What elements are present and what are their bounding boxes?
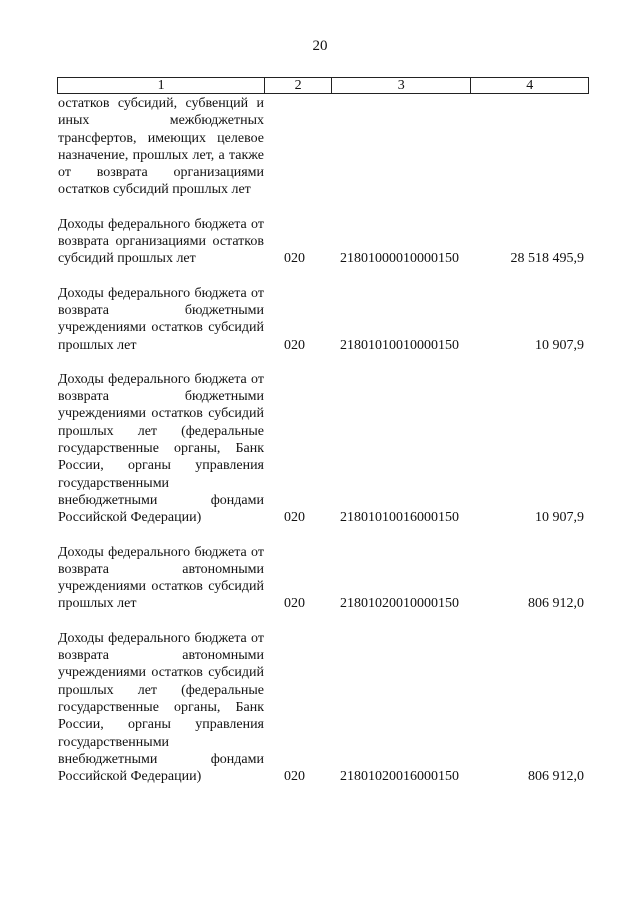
row-amount: 10 907,9 — [535, 510, 584, 526]
table-header-row — [57, 77, 589, 94]
table-body — [58, 95, 589, 785]
row-admin-code: 020 — [284, 769, 305, 785]
row-amount: 806 912,0 — [528, 769, 584, 785]
row-admin-code: 020 — [284, 251, 305, 267]
row-description: Доходы федерального бюджета от возврата бюджетными учреждениями остатков субсидий прошлых лет (федеральные государственные органы, Банк России, органы управления государственными внебюджетными фондами Российской Федерации) — [58, 371, 264, 526]
row-admin-code: 020 — [284, 510, 305, 526]
row-amount: 806 912,0 — [528, 596, 584, 612]
row-amount: 10 907,9 — [535, 337, 584, 353]
row-budget-code: 21801010016000150 — [340, 510, 459, 526]
row-description: Доходы федерального бюджета от возврата бюджетными учреждениями остатков субсидий прошлых лет — [58, 285, 264, 353]
row-spacer — [58, 527, 589, 544]
table-header-col-2: 2 — [265, 78, 332, 93]
table-header-col-1: 1 — [58, 78, 265, 93]
table-row — [58, 216, 589, 268]
row-budget-code: 21801010010000150 — [340, 337, 459, 353]
row-description: Доходы федерального бюджета от возврата организациями остатков субсидий прошлых лет — [58, 216, 264, 267]
page-number: 20 — [312, 38, 328, 54]
row-admin-code: 020 — [284, 596, 305, 612]
row-admin-code: 020 — [284, 337, 305, 353]
row-budget-code: 21801000010000150 — [340, 251, 459, 267]
row-spacer — [58, 613, 589, 630]
row-description: остатков субсидий, субвенций и иных межбюджетных трансфертов, имеющих целевое назначение, прошлых лет, а также от возврата организациями остатков субсидий прошлых лет — [58, 96, 264, 198]
table-header-col-4: 4 — [526, 77, 534, 93]
row-budget-code: 21801020010000150 — [340, 596, 459, 612]
row-description: Доходы федерального бюджета от возврата автономными учреждениями остатков субсидий прошлых лет (федеральные государственные органы, Банк России, органы управления государственными внебюджетными фондами Российской Федерации) — [58, 630, 264, 785]
row-description: Доходы федерального бюджета от возврата автономными учреждениями остатков субсидий прошлых лет — [58, 544, 264, 612]
table-row — [58, 285, 589, 354]
row-spacer — [58, 354, 589, 371]
table-header-col-3: 3 — [332, 78, 471, 93]
row-budget-code: 21801020016000150 — [340, 769, 459, 785]
table-row — [58, 95, 589, 199]
table-row — [58, 544, 589, 613]
row-amount: 28 518 495,9 — [510, 251, 584, 267]
row-spacer — [58, 199, 589, 216]
table-row — [58, 371, 589, 527]
row-spacer — [58, 268, 589, 285]
table-row — [58, 630, 589, 786]
